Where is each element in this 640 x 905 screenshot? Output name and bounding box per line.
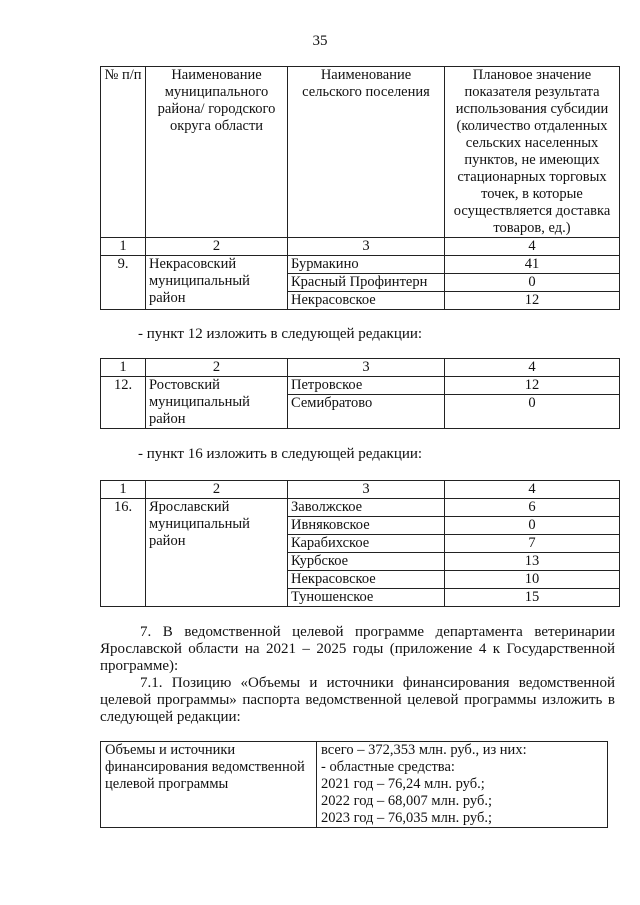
index-cell: 1 <box>101 481 146 499</box>
index-cell: 2 <box>146 481 288 499</box>
index-cell: 1 <box>101 359 146 377</box>
district-name: Ярославский муниципальный район <box>146 499 288 607</box>
value-cell: 6 <box>445 499 620 517</box>
row-num: 9. <box>101 256 146 310</box>
settlement-name: Бурмакино <box>288 256 445 274</box>
settlement-name: Заволжское <box>288 499 445 517</box>
finance-line: 2022 год – 68,007 млн. руб.; <box>321 793 492 809</box>
subsidy-table-16 <box>100 480 620 607</box>
finance-label: Объемы и источники финансирования ведомственной целевой программы <box>101 742 317 828</box>
value-cell: 41 <box>445 256 620 274</box>
value-cell: 7 <box>445 535 620 553</box>
index-cell: 3 <box>288 359 445 377</box>
value-cell: 0 <box>445 274 620 292</box>
subsidy-table-main <box>100 66 620 310</box>
note-item-16: - пункт 16 изложить в следующей редакции: <box>138 446 423 462</box>
table-row <box>101 256 620 274</box>
value-cell: 15 <box>445 589 620 607</box>
table-index-row <box>101 359 620 377</box>
paragraph-7-1: 7.1. Позицию «Объемы и источники финансирования ведомственной целевой программы» паспорта ведомственной целевой программы изложить в следующей редакции: <box>100 675 615 725</box>
index-cell: 2 <box>146 359 288 377</box>
settlement-name: Курбское <box>288 553 445 571</box>
header-district: Наименование муниципального района/ городского округа области <box>146 67 288 238</box>
finance-line: всего – 372,353 млн. руб., из них: <box>321 742 527 758</box>
settlement-name: Ивняковское <box>288 517 445 535</box>
settlement-name: Семибратово <box>288 395 445 429</box>
header-num: № п/п <box>101 67 146 238</box>
table-index-row <box>101 481 620 499</box>
index-cell: 3 <box>288 238 445 256</box>
paragraph-7: 7. В ведомственной целевой программе департамента ветеринарии Ярославской области на 2021 – 2025 годы (приложение 4 к Государственной программе): <box>100 624 615 674</box>
index-cell: 4 <box>445 481 620 499</box>
index-cell: 4 <box>445 238 620 256</box>
row-num: 16. <box>101 499 146 607</box>
finance-row <box>101 742 608 828</box>
table-header-row <box>101 67 620 238</box>
value-cell: 12 <box>445 377 620 395</box>
settlement-name: Туношенское <box>288 589 445 607</box>
value-cell: 13 <box>445 553 620 571</box>
finance-line: - областные средства: <box>321 759 455 775</box>
settlement-name: Некрасовское <box>288 292 445 310</box>
note-item-12: - пункт 12 изложить в следующей редакции: <box>138 326 423 342</box>
value-cell: 12 <box>445 292 620 310</box>
finance-line: 2021 год – 76,24 млн. руб.; <box>321 776 485 792</box>
finance-values <box>317 742 608 828</box>
header-settlement: Наименование сельского поселения <box>288 67 445 238</box>
settlement-name: Петровское <box>288 377 445 395</box>
table-row <box>101 377 620 395</box>
finance-table <box>100 741 608 828</box>
settlement-name: Карабихское <box>288 535 445 553</box>
index-cell: 2 <box>146 238 288 256</box>
table-row <box>101 499 620 517</box>
subsidy-table-12 <box>100 358 620 429</box>
page-number: 35 <box>312 33 328 49</box>
header-value: Плановое значение показателя результата использования субсидии (количество отдаленных сельских населенных пунктов, не имеющих стационарных торговых точек, в которые осуществляется доставка товаров, ед.) <box>445 67 620 238</box>
index-cell: 4 <box>445 359 620 377</box>
settlement-name: Некрасовское <box>288 571 445 589</box>
index-cell: 3 <box>288 481 445 499</box>
value-cell: 0 <box>445 395 620 429</box>
value-cell: 10 <box>445 571 620 589</box>
finance-line: 2023 год – 76,035 млн. руб.; <box>321 810 492 826</box>
table-index-row <box>101 238 620 256</box>
row-num: 12. <box>101 377 146 429</box>
settlement-name: Красный Профинтерн <box>288 274 445 292</box>
district-name: Ростовский муниципальный район <box>146 377 288 429</box>
value-cell: 0 <box>445 517 620 535</box>
index-cell: 1 <box>101 238 146 256</box>
district-name: Некрасовский муниципальный район <box>146 256 288 310</box>
